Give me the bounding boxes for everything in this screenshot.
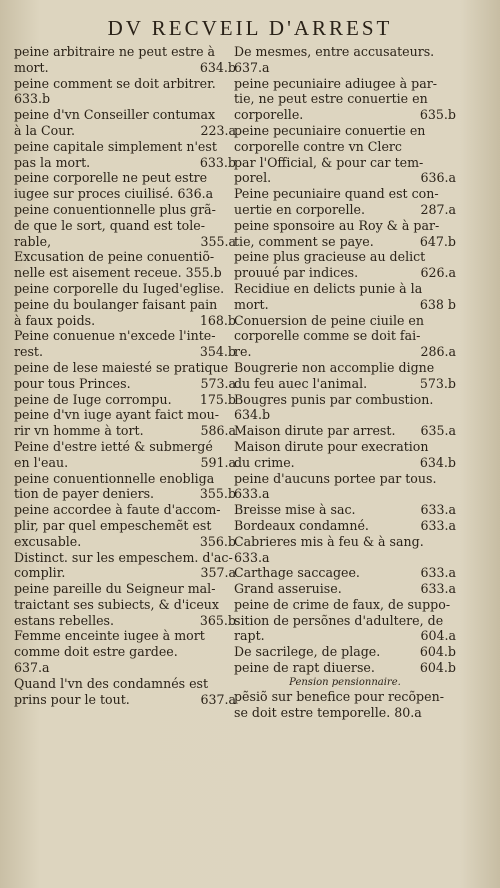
index-entry <box>14 139 236 171</box>
entry-line: par l'Official, & pour car tem- <box>234 154 424 170</box>
entry-line: pas la mort. 633.b <box>14 154 236 170</box>
page-reference: 287.a <box>420 201 456 217</box>
entry-line: rir vn homme à tort. 586.a <box>14 423 236 439</box>
entry-line: tion de payer deniers. 355.b <box>14 486 236 502</box>
page-reference: 591.a <box>200 454 236 470</box>
index-entry <box>234 313 456 360</box>
page-reference: 633.a <box>420 517 456 533</box>
entry-line: De sacrilege, de plage. 604.b <box>234 644 456 660</box>
index-entry <box>234 218 456 250</box>
left-column <box>14 44 236 707</box>
index-entry <box>234 439 456 471</box>
page-reference: 634.b <box>419 454 456 470</box>
index-entry <box>14 628 236 675</box>
entry-line: peine de rapt diuerse. 604.b <box>234 660 456 676</box>
entry-line: pour tous Princes. 573.a <box>14 375 236 391</box>
page-reference: 636.a <box>420 170 456 186</box>
entry-line: plir, par quel empeschemẽt est <box>14 517 212 533</box>
entry-line: mort. 638 b <box>234 296 456 312</box>
entry-line: Conuersion de peine ciuile en <box>234 312 424 328</box>
entry-line: Femme enceinte iugee à mort <box>14 628 205 644</box>
page-reference: 626.a <box>420 265 456 281</box>
index-entry <box>234 76 456 123</box>
entry-line: tie, ne peut estre conuertie en <box>234 91 428 107</box>
index-entry <box>234 565 456 581</box>
entry-line: porel. 636.a <box>234 170 456 186</box>
entry-line: du crime. 634.b <box>234 454 456 470</box>
index-entry <box>14 328 236 360</box>
entry-line: Maison dirute par arrest. 635.a <box>234 423 456 439</box>
entry-line: à faux poids. 168.b <box>14 312 236 328</box>
entry-line: tie, comment se paye. 647.b <box>234 233 456 249</box>
index-entry <box>234 676 456 689</box>
running-header: DV RECVEIL D'ARREST <box>107 16 393 40</box>
entry-line: prouué par indices. 626.a <box>234 265 456 281</box>
entry-line: peine corporelle du Iuged'eglise. <box>14 280 225 296</box>
entry-line: 633.b <box>14 91 51 107</box>
page-reference: 286.a <box>420 344 456 360</box>
entry-line: peine de lese maiesté se pratique <box>14 359 229 375</box>
entry-line: Peine d'estre ietté & submergé <box>14 438 213 454</box>
index-entry <box>234 186 456 218</box>
index-entry <box>234 360 456 392</box>
entry-line: re. 286.a <box>234 344 456 360</box>
entry-line: corporelle. 635.b <box>234 107 456 123</box>
entry-line: corporelle contre vn Clerc <box>234 138 402 154</box>
index-entry <box>234 502 456 518</box>
entry-line: peine conuentionnelle enobliga <box>14 470 215 486</box>
entry-line: peine du boulanger faisant pain <box>14 296 218 312</box>
entry-line: peine d'vn iuge ayant faict mou- <box>14 407 220 423</box>
page-reference: 635.a <box>420 423 456 439</box>
page-reference: 223.a <box>200 122 236 138</box>
index-entry <box>14 170 236 202</box>
index-entry <box>234 423 456 439</box>
page-reference: 573.b <box>419 375 456 391</box>
page-reference: 633.b <box>199 154 236 170</box>
index-entry <box>14 676 236 708</box>
entry-line: comme doit estre gardee. <box>14 644 178 660</box>
index-entry <box>14 439 236 471</box>
entry-line: peine comment se doit arbitrer. <box>14 75 216 91</box>
entry-line: 637.a <box>14 660 50 676</box>
entry-line: peine d'aucuns portee par tous. <box>234 470 437 486</box>
entry-line: peine accordee à faute d'accom- <box>14 502 221 518</box>
entry-line: Bougrerie non accomplie digne <box>234 359 435 375</box>
entry-line: pẽsiõ sur benefice pour recõpen- <box>234 688 444 704</box>
index-entry <box>14 107 236 139</box>
page-reference: 633.a <box>420 581 456 597</box>
entry-line: rable, 355.a <box>14 233 236 249</box>
index-entry <box>14 471 236 503</box>
entry-line: nelle est aisement receue. 355.b <box>14 265 222 281</box>
index-entry <box>14 76 236 108</box>
entry-line: peine plus gracieuse au delict <box>234 249 426 265</box>
page-reference: 634.b <box>199 59 236 75</box>
entry-line: peine corporelle ne peut estre <box>14 170 208 186</box>
index-entry <box>234 689 456 721</box>
entry-line: complir. 357.a <box>14 565 236 581</box>
entry-line: prins pour le tout. 637.a <box>14 691 236 707</box>
page-reference: 604.b <box>419 660 456 676</box>
entry-line: estans rebelles. 365.b <box>14 612 236 628</box>
page-reference: 354.b <box>199 344 236 360</box>
index-entry <box>234 518 456 534</box>
index-entry <box>234 249 456 281</box>
page-reference: 633.a <box>420 565 456 581</box>
entry-line: Cabrieres mis à feu & à sang. <box>234 533 424 549</box>
entry-line: Maison dirute pour execration <box>234 438 429 454</box>
index-entry <box>234 281 456 313</box>
page-reference: 586.a <box>200 423 236 439</box>
entry-line: du feu auec l'animal. 573.b <box>234 375 456 391</box>
index-entry <box>14 550 236 582</box>
entry-line: 634.b <box>234 407 271 423</box>
index-entry <box>14 249 236 281</box>
index-entry <box>234 581 456 597</box>
right-column <box>234 44 456 720</box>
index-entry <box>14 407 236 439</box>
entry-line: en l'eau. 591.a <box>14 454 236 470</box>
index-entry <box>234 534 456 566</box>
entry-line: peine pecuniaire conuertie en <box>234 122 426 138</box>
page-reference: 635.b <box>419 107 456 123</box>
page-reference: 604.b <box>419 644 456 660</box>
index-entry <box>234 392 456 424</box>
entry-line: Quand l'vn des condamnés est <box>14 675 209 691</box>
entry-line: peine arbitraire ne peut estre à <box>14 44 216 59</box>
index-entry <box>234 644 456 660</box>
entry-line: rapt. 604.a <box>234 628 456 644</box>
page-reference: 356.b <box>199 533 236 549</box>
entry-line: Breisse mise à sac. 633.a <box>234 502 456 518</box>
entry-line: peine sponsoire au Roy & à par- <box>234 217 440 233</box>
index-entry <box>234 123 456 186</box>
entry-line: De mesmes, entre accusateurs. <box>234 44 435 59</box>
page-reference: 365.b <box>199 612 236 628</box>
entry-line: Peine pecuniaire quand est con- <box>234 186 439 202</box>
entry-line: peine pareille du Seigneur mal- <box>14 581 216 597</box>
index-entry <box>14 502 236 549</box>
index-entry <box>234 471 456 503</box>
index-entry <box>234 660 456 676</box>
index-entry <box>234 597 456 644</box>
entry-line: peine de Iuge corrompu. 175.b <box>14 391 236 407</box>
index-entry <box>14 281 236 297</box>
page-reference: 168.b <box>199 312 236 328</box>
entry-line: Grand asseruise. 633.a <box>234 581 456 597</box>
index-entry <box>14 202 236 249</box>
page-reference: 604.a <box>420 628 456 644</box>
entry-line: Distinct. sur les empeschem. d'ac- <box>14 549 233 565</box>
index-entry <box>14 581 236 628</box>
page-reference: 573.a <box>200 375 236 391</box>
entry-line: rest. 354.b <box>14 344 236 360</box>
entry-line: excusable. 356.b <box>14 533 236 549</box>
entry-line: Recidiue en delicts punie à la <box>234 280 423 296</box>
entry-line: de que le sort, quand est tole- <box>14 217 205 233</box>
page-reference: 638 b <box>419 296 456 312</box>
page-reference: 647.b <box>419 233 456 249</box>
entry-line: se doit estre temporelle. 80.a <box>234 704 422 720</box>
page-reference: 357.a <box>200 565 236 581</box>
index-entry <box>14 392 236 408</box>
entry-line: traictant ses subiects, & d'iceux <box>14 596 219 612</box>
page-reference: 355.b <box>199 486 236 502</box>
entry-line: 637.a <box>234 59 270 75</box>
entry-line: Excusation de peine conuentiõ- <box>14 249 215 265</box>
entry-line: Peine conuenue n'excede l'inte- <box>14 328 216 344</box>
page-reference: 355.a <box>200 233 236 249</box>
entry-line: sition de persõnes d'adultere, de <box>234 612 444 628</box>
page-reference: 175.b <box>199 391 236 407</box>
index-entry <box>14 360 236 392</box>
entry-line: Bougres punis par combustion. <box>234 391 434 407</box>
index-entry <box>14 297 236 329</box>
index-entry <box>234 44 456 76</box>
index-entry <box>14 44 236 76</box>
entry-line: Carthage saccagee. 633.a <box>234 565 456 581</box>
entry-line: Pension pensionnaire. <box>289 676 401 688</box>
entry-line: peine pecuniaire adiugee à par- <box>234 75 437 91</box>
entry-line: corporelle comme se doit fai- <box>234 328 421 344</box>
entry-line: peine d'vn Conseiller contumax <box>14 107 216 123</box>
entry-line: iugee sur proces ciuilisé. 636.a <box>14 186 214 202</box>
entry-line: mort. 634.b <box>14 59 236 75</box>
entry-line: Bordeaux condamné. 633.a <box>234 517 456 533</box>
page-reference: 633.a <box>420 502 456 518</box>
entry-line: uertie en corporelle. 287.a <box>234 201 456 217</box>
entry-line: à la Cour. 223.a <box>14 122 236 138</box>
entry-line: peine de crime de faux, de suppo- <box>234 596 451 612</box>
entry-line: 633.a <box>234 486 270 502</box>
entry-line: 633.a <box>234 549 270 565</box>
entry-line: peine capitale simplement n'est <box>14 138 217 154</box>
entry-line: peine conuentionnelle plus grã- <box>14 201 216 217</box>
page-reference: 637.a <box>200 691 236 707</box>
